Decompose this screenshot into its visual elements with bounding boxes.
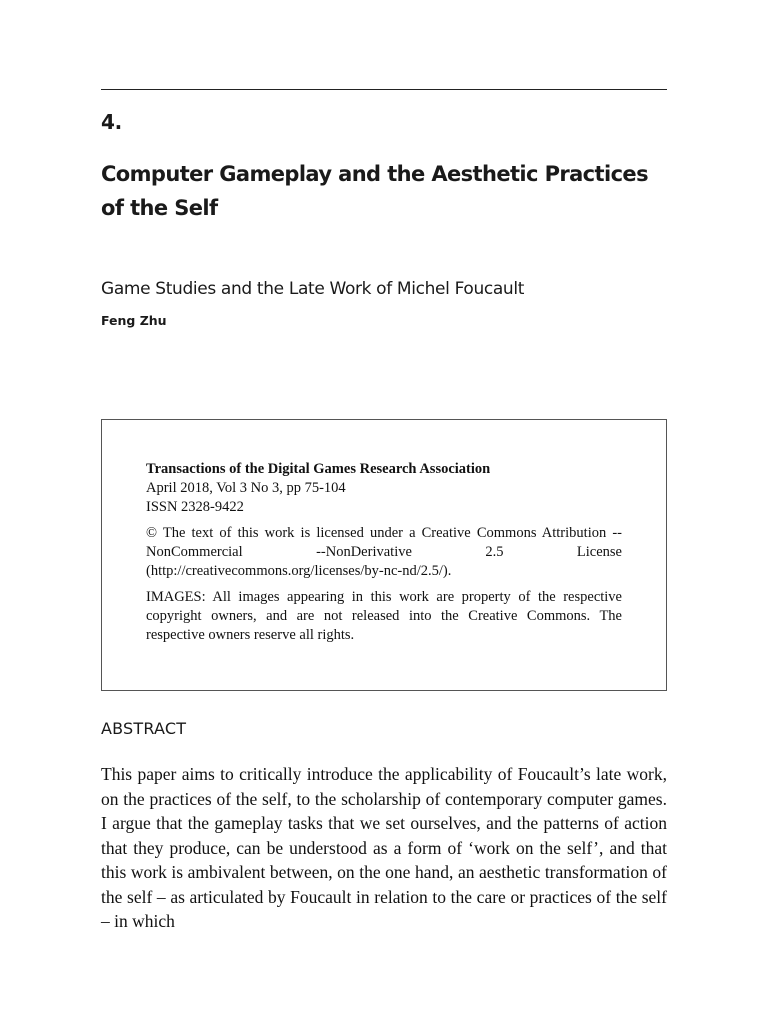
chapter-number: 4. — [101, 110, 122, 134]
top-rule — [101, 89, 667, 90]
author-name: Feng Zhu — [101, 313, 167, 328]
abstract-body: This paper aims to critically introduce the applicability of Foucault’s late work, on the practices of the self, to the scholarship of contemporary computer games. I argue that the gameplay tasks that we set ourselves, and the patterns of action that they produce, can be understood as a form of ‘work on the self’, and that this work is ambivalent between, on the one hand, an aesthetic transformation of the self – as articulated by Foucault in relation to the care or practices of the self – in which — [101, 764, 667, 931]
license-content — [146, 460, 622, 645]
license-box — [101, 419, 667, 691]
article-subtitle: Game Studies and the Late Work of Michel Foucault — [101, 279, 525, 299]
journal-name: Transactions of the Digital Games Research Association — [146, 461, 491, 477]
issue-info: April 2018, Vol 3 No 3, pp 75-104 — [146, 480, 346, 496]
images-statement: IMAGES: All images appearing in this work are property of the respective copyright owners, and are not released into the Creative Commons. The respective owners reserve all rights. — [146, 589, 622, 643]
issn: ISSN 2328-9422 — [146, 499, 244, 515]
license-statement: © The text of this work is licensed under a Creative Commons Attribution -- NonCommercial --NonDerivative 2.5 License (http://creativecommons.org/licenses/by-nc-nd/2.5/). — [146, 525, 622, 579]
article-title: Computer Gameplay and the Aesthetic Practices of the Self — [101, 162, 648, 220]
abstract-heading: ABSTRACT — [101, 719, 187, 738]
